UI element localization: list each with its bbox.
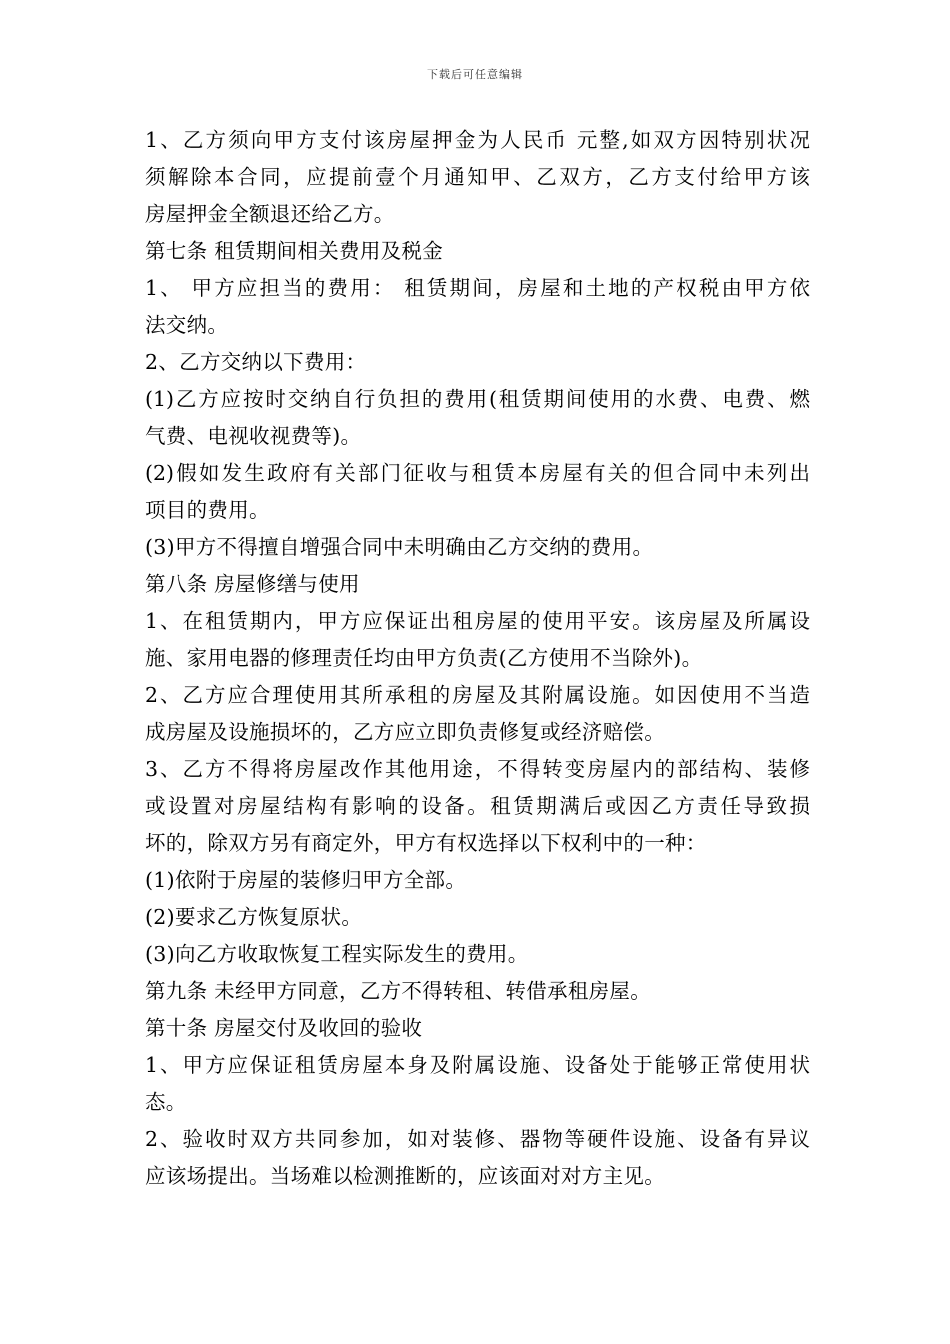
text-line: (2)假如发生政府有关部门征收与租赁本房屋有关的但合同中未列出: [145, 461, 810, 485]
text-line: 成房屋及设施损坏的，乙方应立即负责修复或经济赔偿。: [145, 720, 665, 744]
text-line: 态。: [145, 1090, 187, 1114]
section-heading: 第九条 未经甲方同意，乙方不得转租、转借承租房屋。: [145, 979, 652, 1003]
text-line: 坏的，除双方另有商定外，甲方有权选择以下权利中的一种：: [145, 831, 707, 855]
text-line: 1、 甲方应担当的费用： 租赁期间，房屋和土地的产权税由甲方依: [145, 276, 810, 300]
text-line: 1、在租赁期内，甲方应保证出租房屋的使用平安。该房屋及所属设: [145, 609, 810, 633]
text-line: 项目的费用。: [145, 498, 270, 522]
page-header: 下载后可任意编辑: [427, 68, 523, 81]
text-line: 3、乙方不得将房屋改作其他用途，不得转变房屋内的部结构、装修: [145, 757, 810, 781]
text-line: (3)向乙方收取恢复工程实际发生的费用。: [145, 942, 529, 966]
text-line: 2、验收时双方共同参加，如对装修、器物等硬件设施、设备有异议: [145, 1127, 810, 1151]
section-heading: 第十条 房屋交付及收回的验收: [145, 1016, 423, 1040]
text-line: 1、甲方应保证租赁房屋本身及附属设施、设备处于能够正常使用状: [145, 1053, 810, 1077]
text-line: (2)要求乙方恢复原状。: [145, 905, 363, 929]
text-line: 或设置对房屋结构有影响的设备。租赁期满后或因乙方责任导致损: [145, 794, 810, 818]
text-line: (3)甲方不得擅自增强合同中未明确由乙方交纳的费用。: [145, 535, 654, 559]
section-heading: 第七条 租赁期间相关费用及税金: [145, 239, 444, 263]
text-line: (1)乙方应按时交纳自行负担的费用(租赁期间使用的水费、电费、燃: [145, 387, 810, 411]
section-heading: 第八条 房屋修缮与使用: [145, 572, 360, 596]
text-line: (1)依附于房屋的装修归甲方全部。: [145, 868, 467, 892]
text-line: 须解除本合同，应提前壹个月通知甲、乙双方，乙方支付给甲方该: [145, 165, 810, 189]
text-line: 应该场提出。当场难以检测推断的，应该面对对方主见。: [145, 1164, 665, 1188]
text-line: 2、乙方应合理使用其所承租的房屋及其附属设施。如因使用不当造: [145, 683, 810, 707]
text-line: 房屋押金全额退还给乙方。: [145, 202, 395, 226]
text-line: 施、家用电器的修理责任均由甲方负责(乙方使用不当除外)。: [145, 646, 703, 670]
text-line: 1、乙方须向甲方支付该房屋押金为人民币 元整,如双方因特别状况: [145, 128, 810, 152]
text-line: 气费、电视收视费等)。: [145, 424, 362, 448]
text-line: 2、乙方交纳以下费用：: [145, 350, 367, 374]
text-line: 法交纳。: [145, 313, 229, 337]
document-body: [145, 122, 810, 1195]
